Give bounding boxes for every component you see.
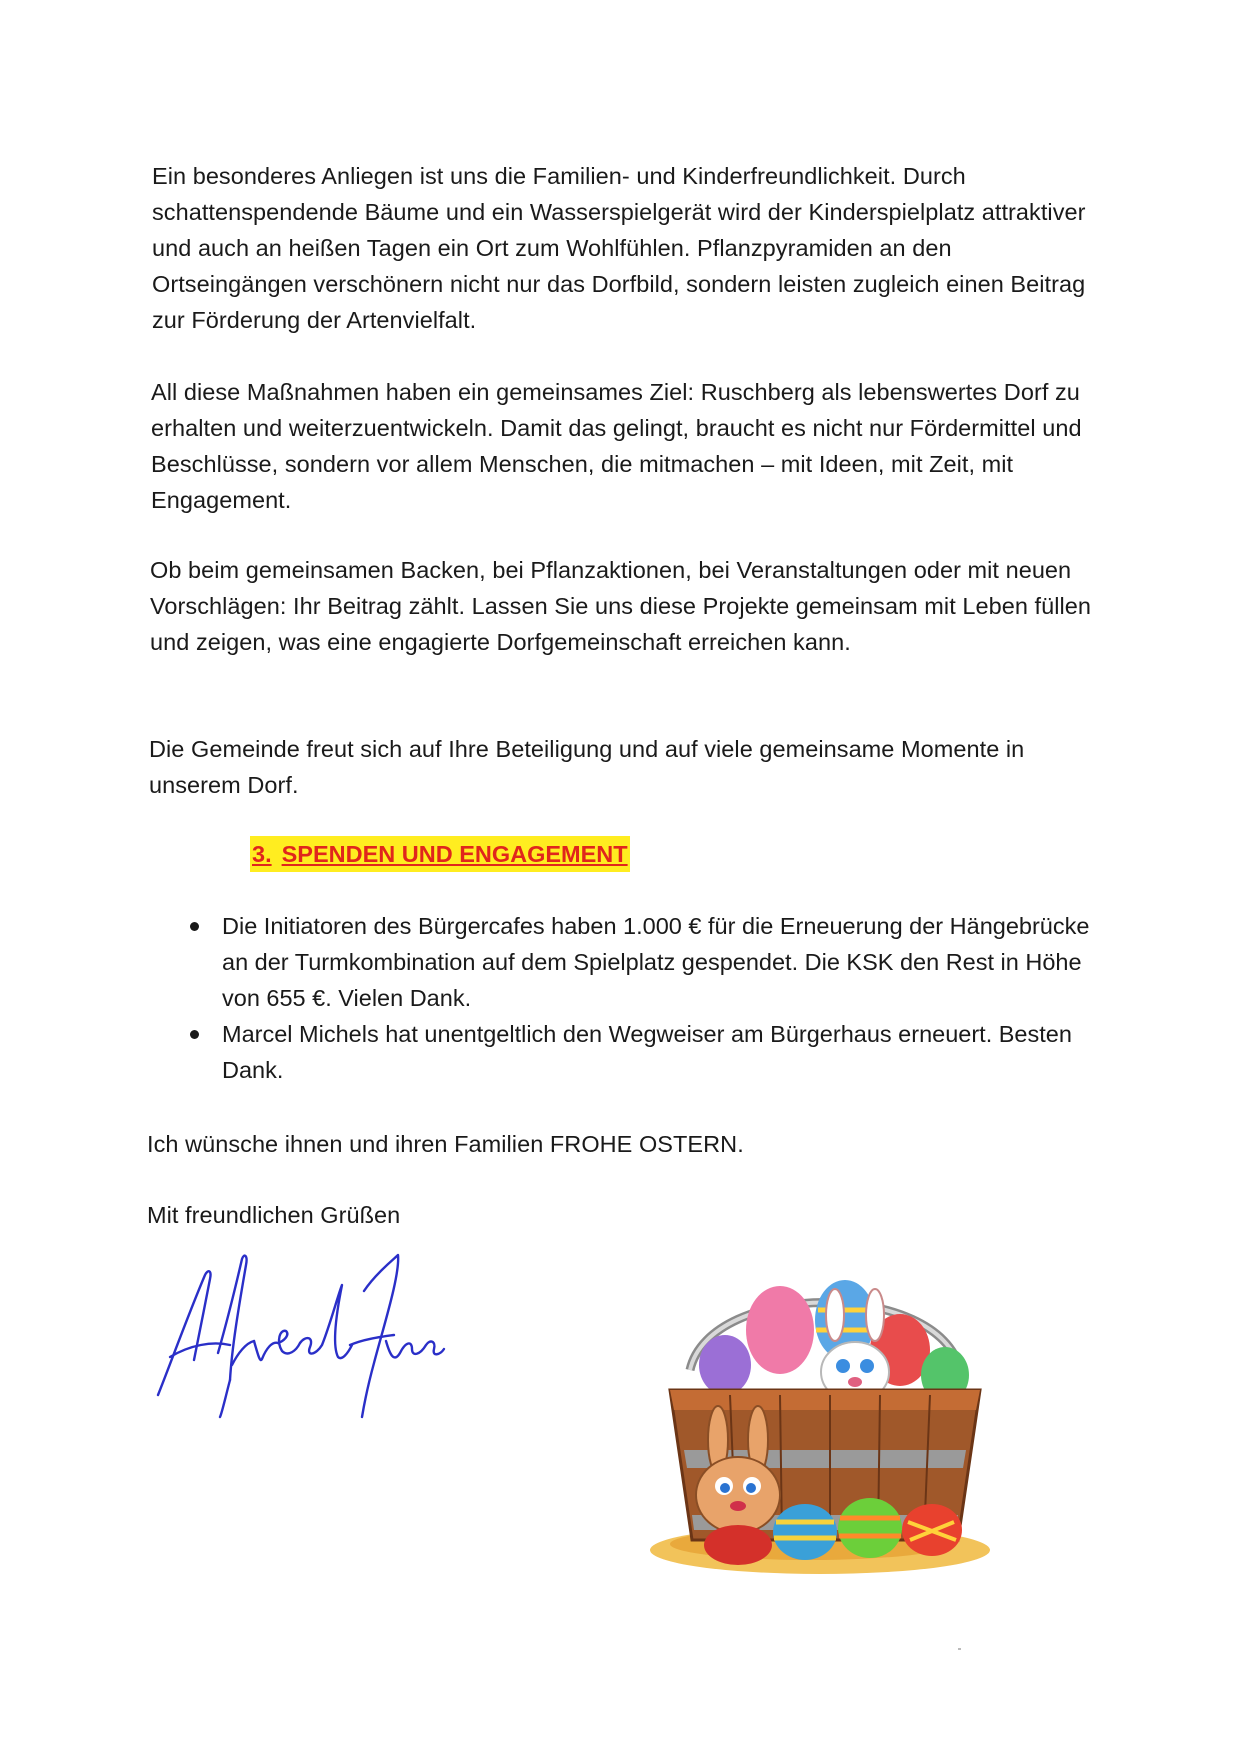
bullet-icon xyxy=(190,922,199,931)
list-item-text: Marcel Michels hat unentgeltlich den Wegweiser am Bürgerhaus erneuert. Besten Dank. xyxy=(222,1021,1072,1083)
signature-image xyxy=(150,1245,450,1425)
paragraph-participation: Ob beim gemeinsamen Backen, bei Pflanzaktionen, bei Veranstaltungen oder mit neuen Vorschlägen: Ihr Beitrag zählt. Lassen Sie uns diese Projekte gemeinsam mit Leben füllen und zeigen, was eine engagierte Dorfgemeinschaft erreichen kann. xyxy=(150,557,1092,655)
paragraph-municipality: Die Gemeinde freut sich auf Ihre Beteiligung und auf viele gemeinsame Momente in unserem Dorf. xyxy=(149,736,1025,798)
bullet-icon xyxy=(190,1030,199,1039)
scan-speck xyxy=(958,1648,961,1650)
easter-wish: Ich wünsche ihnen und ihren Familien FROHE OSTERN. xyxy=(147,1131,744,1157)
easter-basket-image xyxy=(640,1260,1010,1580)
paragraph-common-goal: All diese Maßnahmen haben ein gemeinsames Ziel: Ruschberg als lebenswertes Dorf zu erhalten und weiterzuentwickeln. Damit das gelingt, braucht es nicht nur Fördermittel und Beschlüsse, sondern vor allem Menschen, die mitmachen – mit Ideen, mit Zeit, mit Engagement. xyxy=(151,379,1082,513)
section-title: SPENDEN UND ENGAGEMENT xyxy=(281,841,628,867)
donation-list xyxy=(178,908,1108,1088)
list-item xyxy=(178,1016,1108,1088)
list-item-text: Die Initiatoren des Bürgercafes haben 1.000 € für die Erneuerung der Hängebrücke an der Turmkombination auf dem Spielplatz gespendet. Die KSK den Rest in Höhe von 655 €. Vielen Dank. xyxy=(222,913,1090,1011)
paragraph-family-friendliness: Ein besonderes Anliegen ist uns die Familien- und Kinderfreundlichkeit. Durch schattenspendende Bäume und ein Wasserspielgerät wird der Kinderspielplatz attraktiver und auch an heißen Tagen ein Ort zum Wohlfühlen. Pflanzpyramiden an den Ortseingängen verschönern nicht nur das Dorfbild, sondern leisten zugleich einen Beitrag zur Förderung der Artenvielfalt. xyxy=(152,163,1086,333)
list-item xyxy=(178,908,1108,1016)
closing-regards: Mit freundlichen Grüßen xyxy=(147,1202,401,1228)
section-heading xyxy=(250,836,630,872)
section-number: 3. xyxy=(252,841,272,867)
